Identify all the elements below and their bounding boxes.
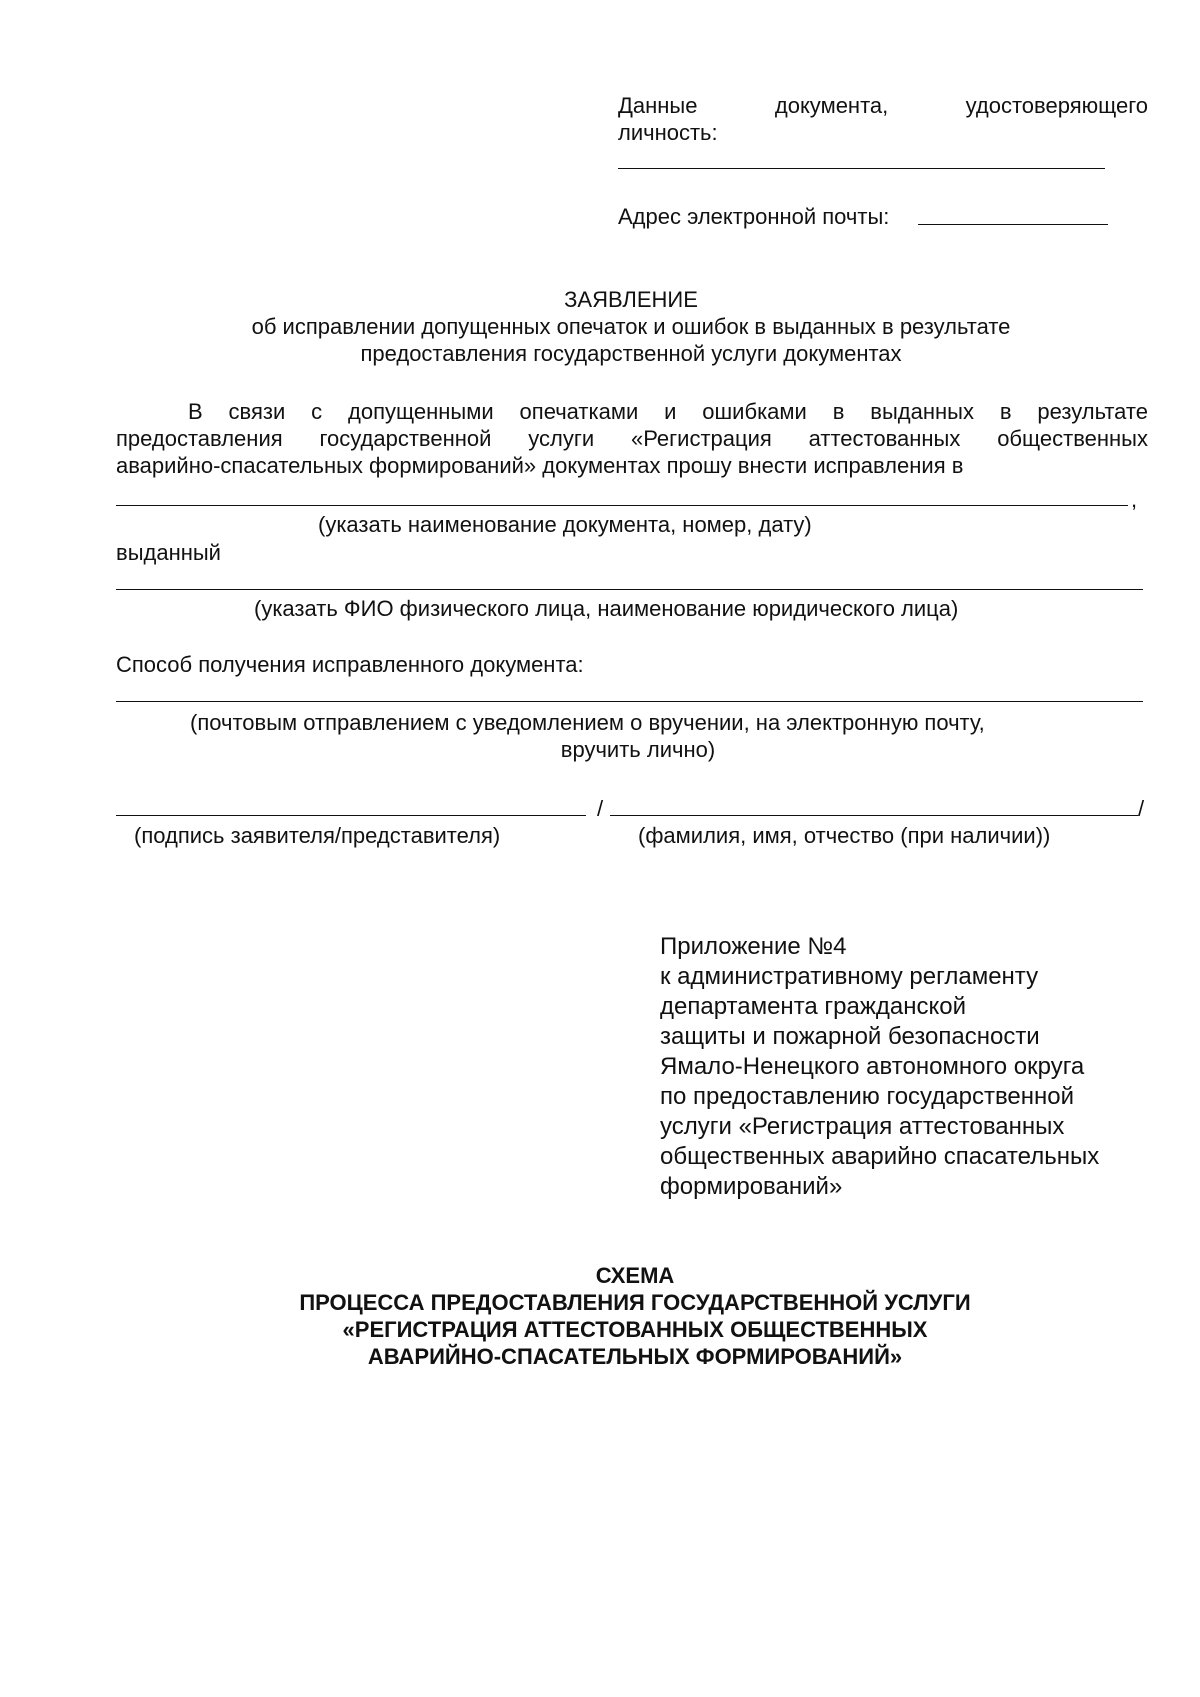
hint-document: (указать наименование документа, номер, дату) xyxy=(318,512,812,537)
appendix-line: к административному регламенту xyxy=(660,963,1039,990)
full-name-slash: / xyxy=(1138,796,1145,821)
appendix-line: защиты и пожарной безопасности xyxy=(660,1023,1040,1050)
body-line3: аварийно-спасательных формирований» документах прошу внести исправления в xyxy=(116,453,964,478)
signature-hint: (подпись заявителя/представителя) xyxy=(134,823,501,848)
body-line1 xyxy=(188,398,1148,425)
application-subtitle-line1: об исправлении допущенных опечаток и ошибок в выданных в результате xyxy=(251,314,1011,339)
application-subtitle-line2: предоставления государственной услуги документах xyxy=(360,341,902,366)
email-label: Адрес электронной почты: xyxy=(618,204,890,229)
email-field[interactable] xyxy=(918,224,1108,225)
scheme-line: АВАРИЙНО-СПАСАТЕЛЬНЫХ ФОРМИРОВАНИЙ» xyxy=(367,1344,903,1369)
body-line1-text: В связи с допущенными опечатками и ошибками в выданных в результате xyxy=(188,399,1148,424)
application-title: ЗАЯВЛЕНИЕ xyxy=(564,287,698,312)
scheme-line: ПРОЦЕССА ПРЕДОСТАВЛЕНИЯ ГОСУДАРСТВЕННОЙ УСЛУГИ xyxy=(299,1290,971,1315)
hint-method-line1: (почтовым отправлением с уведомлением о вручении, на электронную почту, xyxy=(190,710,985,735)
appendix-line: Приложение №4 xyxy=(660,933,847,960)
signature-slash: / xyxy=(597,796,604,821)
appendix-line: Ямало-Ненецкого автономного округа xyxy=(660,1053,1085,1080)
scheme-title: СХЕМА xyxy=(595,1263,675,1288)
appendix-line: департамента гражданской xyxy=(660,993,967,1020)
body-line2 xyxy=(116,425,1148,452)
body-line2-text: предоставления государственной услуги «Регистрация аттестованных общественных xyxy=(116,426,1148,451)
hint-method-line2: вручить лично) xyxy=(560,737,716,762)
appendix-line: формирований» xyxy=(660,1173,843,1200)
appendix-line: услуги «Регистрация аттестованных xyxy=(660,1113,1065,1140)
issued-to-field[interactable] xyxy=(116,589,1143,590)
appendix-block xyxy=(660,932,1180,1202)
document-name-field[interactable] xyxy=(116,505,1128,506)
id-doc-label-line1: Данные документа, удостоверяющего xyxy=(618,93,1148,118)
method-label: Способ получения исправленного документа: xyxy=(116,652,584,677)
signature-field[interactable] xyxy=(116,815,586,816)
method-field[interactable] xyxy=(116,701,1143,702)
full-name-hint: (фамилия, имя, отчество (при наличии)) xyxy=(638,823,1051,848)
id-doc-label xyxy=(618,92,1148,119)
id-doc-label-line2: личность: xyxy=(618,120,718,145)
full-name-field[interactable] xyxy=(610,815,1138,816)
id-doc-field[interactable] xyxy=(618,168,1105,169)
appendix-line: по предоставлению государственной xyxy=(660,1083,1075,1110)
hint-person: (указать ФИО физического лица, наименование юридического лица) xyxy=(254,596,959,621)
document-field-comma: , xyxy=(1131,487,1138,512)
scheme-line: «РЕГИСТРАЦИЯ АТТЕСТОВАННЫХ ОБЩЕСТВЕННЫХ xyxy=(342,1317,928,1342)
scheme-heading xyxy=(0,1262,1200,1370)
issued-label: выданный xyxy=(116,540,221,565)
appendix-line: общественных аварийно спасательных xyxy=(660,1143,1100,1170)
